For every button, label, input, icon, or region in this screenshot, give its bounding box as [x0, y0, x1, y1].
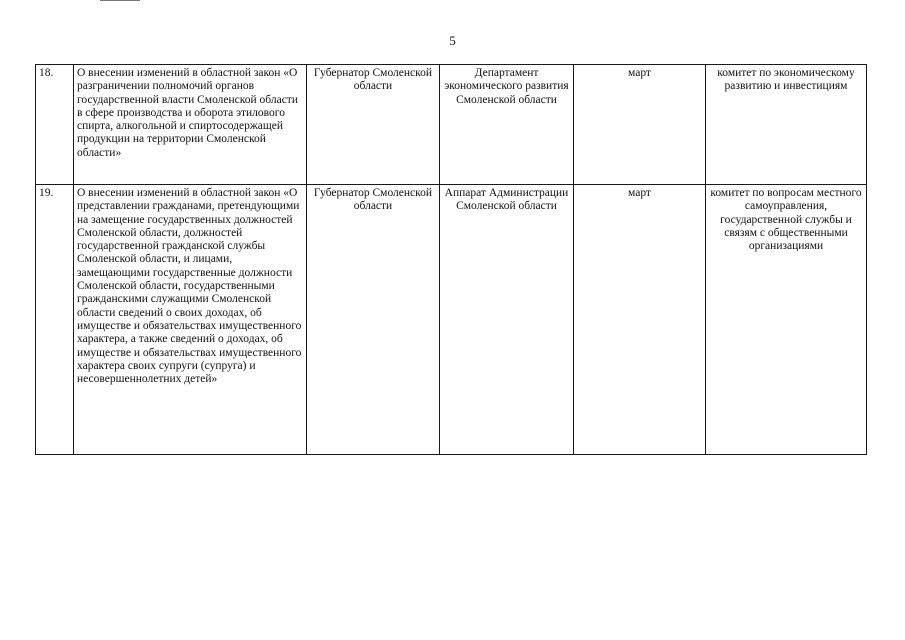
scan-edge-mark [100, 0, 140, 1]
page-number: 5 [449, 33, 456, 48]
bill-title: О внесении изменений в областной закон «О разграничении полномочий органов государственной власти Смоленской области в сфере производства и оборота этилового спирта, алкогольной и спиртосодержащей продукции на территории Смоленской области» [74, 65, 307, 185]
row-number: 19. [36, 185, 74, 455]
deadline-cell: март [574, 185, 706, 455]
deadline-cell: март [574, 65, 706, 185]
initiator-cell: Губернатор Смоленской области [307, 185, 440, 455]
table-row [36, 185, 867, 455]
committee-cell: комитет по экономическому развитию и инвестициям [706, 65, 867, 185]
legislative-plan-table [35, 64, 867, 455]
bill-title: О внесении изменений в областной закон «О представлении гражданами, претендующими на замещение государственных должностей Смоленской области, должностей государственной гражданской службы Смоленской области, и лицами, замещающими государственные должности Смоленской области, государственными гражданскими служащими Смоленской области сведений о своих доходах, об имуществе и обязательствах имущественного характера, а также сведений о доходах, об имуществе и обязательствах имущественного характера своих супруги (супруга) и несовершеннолетних детей» [74, 185, 307, 455]
initiator-cell: Губернатор Смоленской области [307, 65, 440, 185]
committee-cell: комитет по вопросам местного самоуправления, государственной службы и связям с общественными организациями [706, 185, 867, 455]
row-number: 18. [36, 65, 74, 185]
developer-cell: Аппарат Администрации Смоленской области [440, 185, 574, 455]
developer-cell: Департамент экономического развития Смоленской области [440, 65, 574, 185]
table-row [36, 65, 867, 185]
